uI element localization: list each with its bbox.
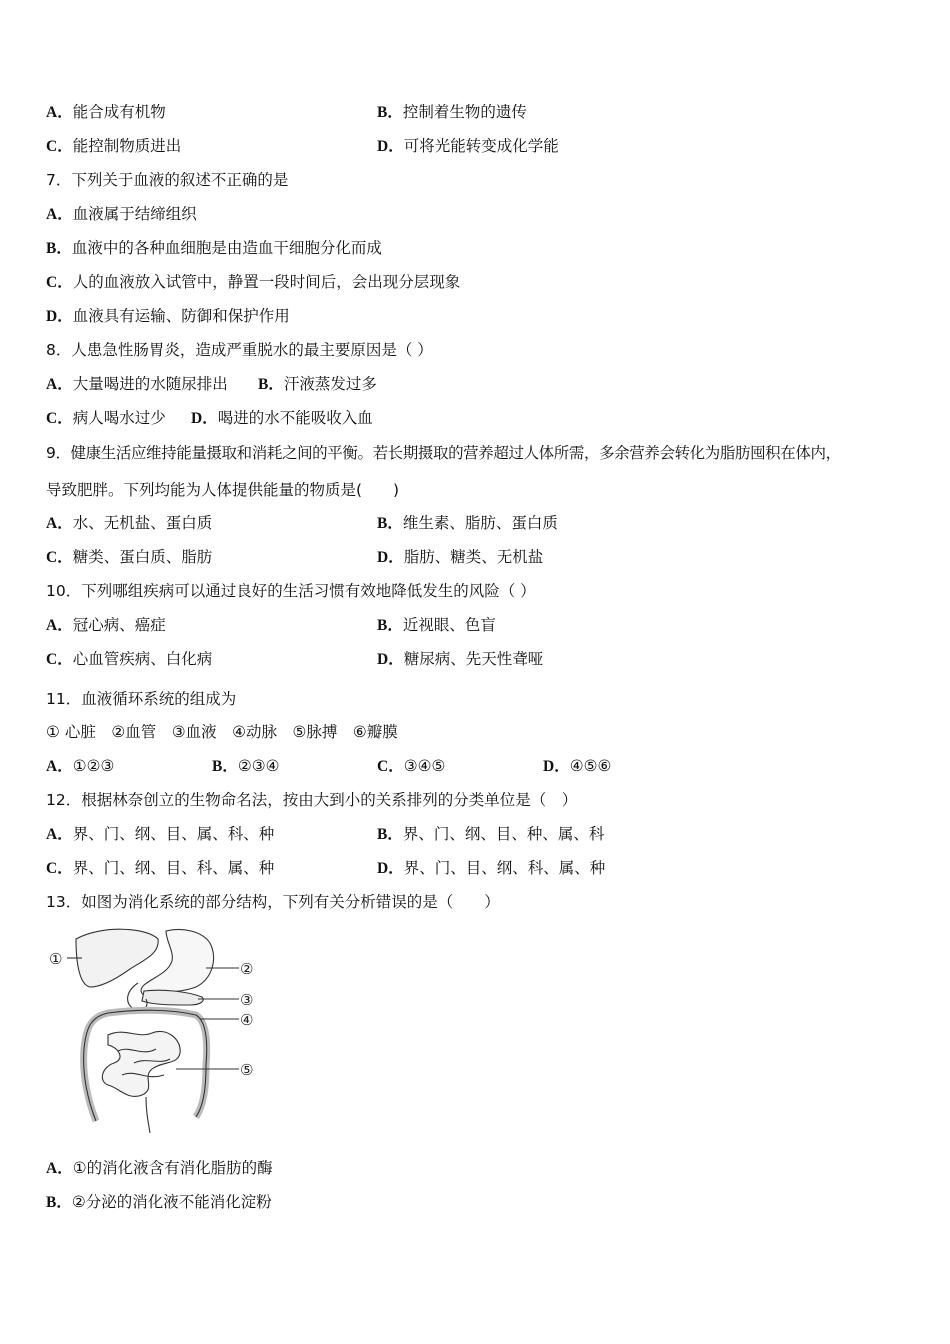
q8-option-b[interactable]: B．汗液蒸发过多	[258, 375, 377, 393]
diagram-label-2: ②	[240, 960, 254, 978]
q7-option-c[interactable]: C．人的血液放入试管中，静置一段时间后，会出现分层现象	[46, 273, 461, 291]
q11-option-c[interactable]: C．③④⑤	[377, 757, 446, 775]
q8-option-c[interactable]: C．病人喝水过少	[46, 409, 166, 427]
q8-option-d[interactable]: D．喝进的水不能吸收入血	[191, 409, 373, 427]
digestive-system-diagram	[46, 925, 276, 1135]
diagram-label-1: ①	[49, 950, 63, 968]
pancreas-shape	[142, 990, 203, 1005]
q10-stem: 10．下列哪组疾病可以通过良好的生活习惯有效地降低发生的风险（ ）	[46, 582, 536, 600]
q7-option-d[interactable]: D．血液具有运输、防御和保护作用	[46, 307, 290, 325]
small-intestine-shape	[102, 1031, 180, 1096]
q7-option-a[interactable]: A．血液属于结缔组织	[46, 205, 197, 223]
q9-option-b[interactable]: B．维生素、脂肪、蛋白质	[377, 514, 558, 532]
q11-stem: 11．血液循环系统的组成为	[46, 690, 237, 708]
q11-items: ① 心脏 ②血管 ③血液 ④动脉 ⑤脉搏 ⑥瓣膜	[46, 723, 398, 741]
q7-option-b[interactable]: B．血液中的各种血细胞是由造血干细胞分化而成	[46, 239, 382, 257]
q8-option-a[interactable]: A．大量喝进的水随尿排出	[46, 375, 228, 393]
q12-option-d[interactable]: D．界、门、目、纲、科、属、种	[377, 859, 606, 877]
q10-option-a[interactable]: A．冠心病、癌症	[46, 616, 166, 634]
q12-option-c[interactable]: C．界、门、纲、目、科、属、种	[46, 859, 275, 877]
diagram-label-4: ④	[240, 1011, 254, 1029]
q9-option-c[interactable]: C．糖类、蛋白质、脂肪	[46, 548, 213, 566]
q9-option-d[interactable]: D．脂肪、糖类、无机盐	[377, 548, 544, 566]
q13-option-a[interactable]: A．①的消化液含有消化脂肪的酶	[46, 1159, 273, 1177]
q13-option-b[interactable]: B．②分泌的消化液不能消化淀粉	[46, 1193, 272, 1211]
diagram-label-5: ⑤	[240, 1061, 254, 1079]
q8-stem: 8．人患急性肠胃炎，造成严重脱水的最主要原因是（ ）	[46, 341, 433, 359]
q12-option-a[interactable]: A．界、门、纲、目、属、科、种	[46, 825, 275, 843]
q11-option-d[interactable]: D．④⑤⑥	[543, 757, 612, 775]
q10-option-b[interactable]: B．近视眼、色盲	[377, 616, 496, 634]
q9-option-a[interactable]: A．水、无机盐、蛋白质	[46, 514, 213, 532]
q12-stem: 12．根据林奈创立的生物命名法，按由大到小的关系排列的分类单位是（ ）	[46, 791, 578, 809]
q10-option-c[interactable]: C．心血管疾病、白化病	[46, 650, 213, 668]
q13-stem: 13．如图为消化系统的部分结构，下列有关分析错误的是（ ）	[46, 893, 500, 911]
q9-stem-line1: 9．健康生活应维持能量摄取和消耗之间的平衡。若长期摄取的营养超过人体所需，多余营养会转化为脂肪囤积在体内，	[46, 444, 841, 462]
q10-option-d[interactable]: D．糖尿病、先天性聋哑	[377, 650, 544, 668]
q6-option-c[interactable]: C．能控制物质进出	[46, 137, 182, 155]
q11-option-a[interactable]: A．①②③	[46, 757, 115, 775]
q11-option-b[interactable]: B．②③④	[212, 757, 280, 775]
liver-shape	[76, 929, 158, 987]
q9-stem-line2: 导致肥胖。下列均能为人体提供能量的物质是( )	[46, 481, 400, 499]
diagram-label-3: ③	[240, 991, 254, 1009]
q7-stem: 7．下列关于血液的叙述不正确的是	[46, 171, 289, 189]
q12-option-b[interactable]: B．界、门、纲、目、种、属、科	[377, 825, 605, 843]
q6-option-a[interactable]: A．能合成有机物	[46, 103, 166, 121]
q6-option-b[interactable]: B．控制着生物的遗传	[377, 103, 527, 121]
q6-option-d[interactable]: D．可将光能转变成化学能	[377, 137, 559, 155]
